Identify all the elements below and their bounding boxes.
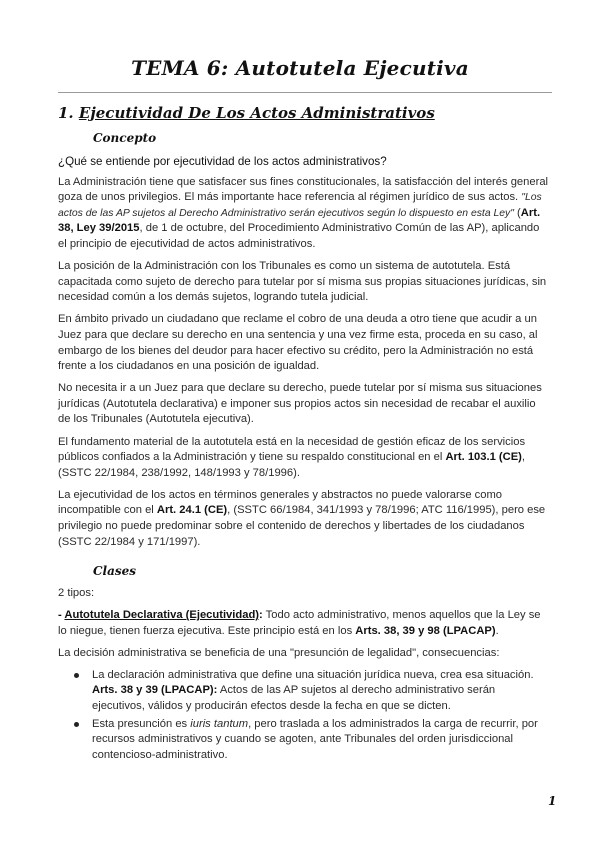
list-item: La declaración administrativa que define una situación jurídica nueva, crea esa situación. Arts. 38 y 39 (LPACAP): Actos de las AP sujetos al derecho administrativo serán ejecutivos, válidos y producirán efectos desde la fecha en que se dicten. xyxy=(92,668,550,715)
law-reference: Art. 103.1 (CE) xyxy=(445,451,522,464)
law-reference: Art. 24.1 (CE) xyxy=(156,504,228,517)
paragraph-4: No necesita ir a un Juez para que declare su derecho, puede tutelar por sí misma sus situaciones jurídicas (Autotutela declarativa) e imponer sus propios actos sin necesidad de recabar el auxilio de los Tribunales (Autotutela ejecutiva). xyxy=(58,382,542,426)
bullet-icon xyxy=(74,722,79,727)
question-heading: ¿Qué se entiende por ejecutividad de los actos administrativos? xyxy=(58,155,387,168)
consequences-list xyxy=(58,668,550,764)
bullet-icon xyxy=(74,673,79,678)
paragraph-3: En ámbito privado un ciudadano que reclame el cobro de una deuda a otro tiene que acudir a un Juez para que declare su derecho en una sentencia y una vez firme esta, proceda en su caso, al embargo de los bienes del deudor para hacer efectivo su crédito, pero la Administración no está frente a los ciudadanos en una posición de igualdad. xyxy=(58,313,538,373)
paragraph-1: La Administración tiene que satisfacer sus fines constitucionales, la satisfacción del interés general goza de unos privilegios. El más importante hace referencia al régimen jurídico de sus actos. "Los actos de las AP sujetos al Derecho Administrativo serán ejecutivos según lo dispuesto en esta Ley" (Art. 38, Ley 39/2015, de 1 de octubre, del Procedimiento Administrativo Común de las AP), aplicando el principio de ejecutividad de actos administrativos. xyxy=(58,175,549,250)
latin-term: iuris tantum xyxy=(190,717,249,730)
law-reference: Arts. 38 y 39 (LPACAP): xyxy=(92,684,218,697)
law-reference: Art. 38, Ley 39/2015 xyxy=(58,206,541,235)
subheading-clases: Clases xyxy=(93,564,137,578)
autotutela-declarativa-label: Autotutela Declarativa (Ejecutividad) xyxy=(64,609,260,622)
law-reference: Arts. 38, 39 y 98 (LPACAP) xyxy=(355,624,496,637)
paragraph-5: El fundamento material de la autotutela está en la necesidad de gestión eficaz de los servicios públicos confiados a la Administración y tiene su respaldo constitucional en el Art. 103.1 (CE), (SSTC 22/1984, 238/1992, 148/1993 y 78/1996). xyxy=(58,435,526,479)
presuncion-paragraph: La decisión administrativa se beneficia de una "presunción de legalidad", consecuencias: xyxy=(58,646,500,659)
concepto-body xyxy=(58,154,550,557)
title-divider xyxy=(58,92,552,93)
section-number: 1. xyxy=(58,104,74,122)
list-item: Esta presunción es iuris tantum, pero traslada a los administrados la carga de recurrir, por recursos administrativos y cuando se agoten, ante Tribunales del orden jurisdiccional contencioso-administrativo. xyxy=(92,717,550,764)
section-title: Ejecutividad De Los Actos Administrativos xyxy=(78,104,435,122)
page-title: TEMA 6: Autotutela Ejecutiva xyxy=(131,56,469,80)
section-heading xyxy=(58,104,435,122)
clases-body xyxy=(58,586,550,765)
autotutela-declarativa: - Autotutela Declarativa (Ejecutividad): Todo acto administrativo, menos aquellos que la Ley se lo niegue, tienen fuerza ejecutiva. Este principio está en los Arts. 38, 39 y 98 (LPACAP). xyxy=(58,609,541,637)
page-number: 1 xyxy=(548,794,557,808)
tipos-line: 2 tipos: xyxy=(58,587,95,599)
quote-text: "Los actos de las AP sujetos al Derecho Administrativo serán ejecutivos según lo dispuesto en esta Ley" xyxy=(58,192,542,219)
paragraph-2: La posición de la Administración con los Tribunales es como un sistema de autotutela. Está capacitada como sujeto de derecho para tutelar por sí misma sus propias situaciones jurídicas, sin necesidad común a los demás sujetos, logrando tutela judicial. xyxy=(58,260,547,304)
subheading-concepto: Concepto xyxy=(93,131,157,145)
paragraph-6: La ejecutividad de los actos en términos generales y abstractos no puede valorarse como incompatible con el Art. 24.1 (CE), (SSTC 66/1984, 341/1993 y 78/1996; ATC 116/1995), pero ese privilegio no puede predominar sobre el contenido de derechos y libertades de los ciudadanos (SSTC 22/1984 y 171/1997). xyxy=(58,488,546,548)
